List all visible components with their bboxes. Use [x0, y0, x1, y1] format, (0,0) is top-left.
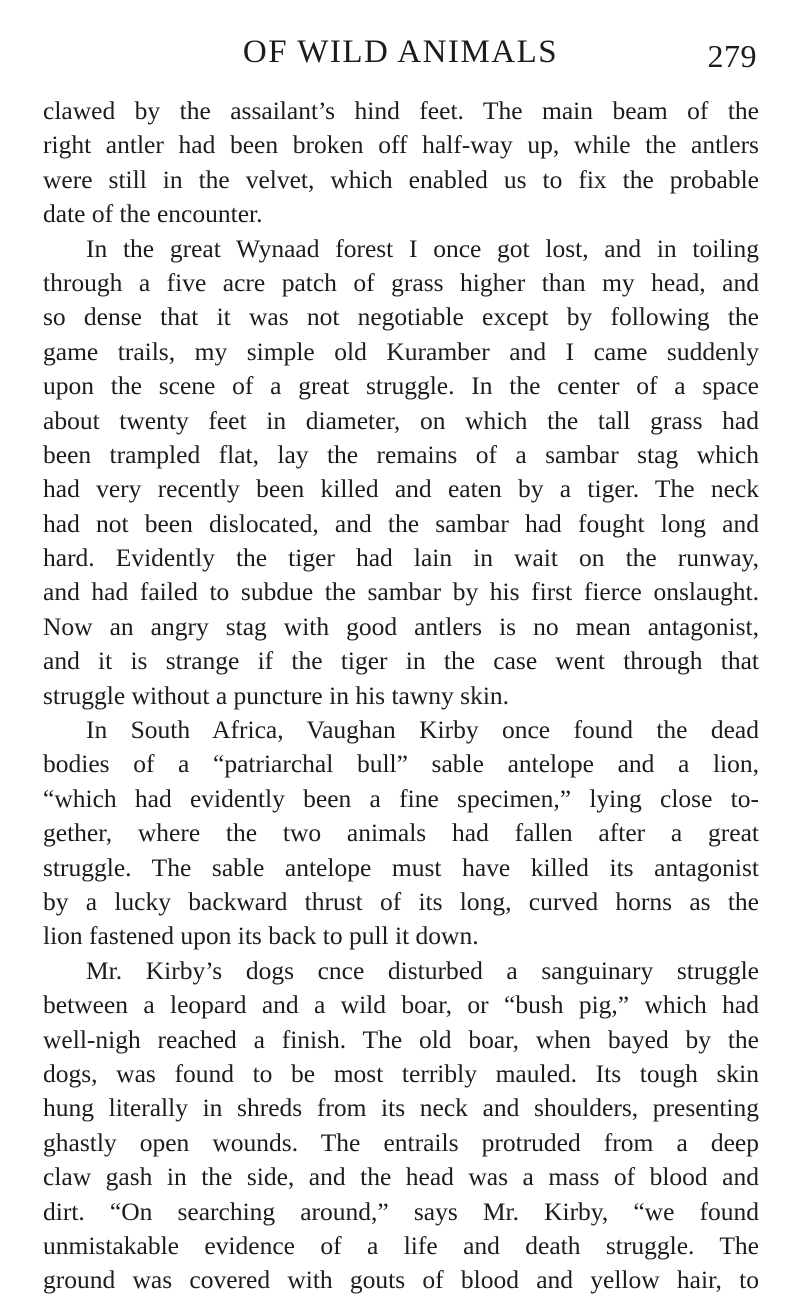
text-line: game trails, my simple old Kuramber and I came suddenly: [43, 336, 759, 366]
page-number: 279: [707, 38, 757, 74]
text-line: hung literally in shreds from its neck and shoulders, presenting: [43, 1093, 759, 1123]
text-line: gether, where the two animals had fallen after a great: [43, 818, 759, 848]
running-title: OF WILD ANIMALS: [242, 34, 559, 70]
text-line: unmistakable evidence of a life and death struggle. The: [43, 1230, 759, 1260]
page-header: [0, 30, 801, 80]
text-line: and had failed to subdue the sambar by his first fierce onslaught.: [43, 577, 759, 607]
text-line: dirt. “On searching around,” says Mr. Kirby, “we found: [43, 1196, 759, 1226]
text-line: In the great Wynaad forest I once got lost, and in toiling: [86, 233, 759, 263]
text-line: ghastly open wounds. The entrails protruded from a deep: [43, 1127, 759, 1157]
text-line: been trampled flat, lay the remains of a sambar stag which: [43, 439, 759, 469]
text-line: had not been dislocated, and the sambar had fought long and: [43, 508, 759, 538]
text-line: upon the scene of a great struggle. In the center of a space: [43, 371, 759, 401]
text-line: dogs, was found to be most terribly mauled. Its tough skin: [43, 1058, 759, 1088]
text-line: through a five acre patch of grass higher than my head, and: [43, 267, 759, 297]
text-line: Now an angry stag with good antlers is no mean antagonist,: [43, 611, 759, 641]
text-line: claw gash in the side, and the head was a mass of blood and: [43, 1162, 759, 1192]
text-line: struggle without a puncture in his tawny skin.: [43, 680, 510, 710]
text-line: In South Africa, Vaughan Kirby once found the dead: [86, 715, 759, 745]
text-line: clawed by the assailant’s hind feet. The main beam of the: [43, 96, 759, 125]
text-line: between a leopard and a wild boar, or “bush pig,” which had: [43, 990, 759, 1020]
text-line: hard. Evidently the tiger had lain in wait on the runway,: [43, 543, 759, 573]
text-line: and it is strange if the tiger in the case went through that: [43, 646, 759, 676]
text-line: by a lucky backward thrust of its long, curved horns as the: [43, 886, 759, 916]
text-line: about twenty feet in diameter, on which the tall grass had: [43, 405, 759, 435]
text-line: struggle. The sable antelope must have killed its antagonist: [43, 852, 759, 882]
text-line: so dense that it was not negotiable except by following the: [43, 302, 759, 332]
text-line: well-nigh reached a finish. The old boar, when bayed by the: [43, 1024, 759, 1054]
text-line: had very recently been killed and eaten by a tiger. The neck: [43, 474, 759, 504]
text-line: date of the encounter.: [43, 199, 263, 229]
text-line: ground was covered with gouts of blood and yellow hair, to: [43, 1265, 759, 1295]
text-line: bodies of a “patriarchal bull” sable antelope and a lion,: [43, 749, 759, 779]
text-line: “which had evidently been a fine specimen,” lying close to-: [43, 783, 759, 813]
text-line: were still in the velvet, which enabled us to fix the probable: [43, 164, 759, 194]
body-text: [43, 94, 759, 1298]
text-line: lion fastened upon its back to pull it down.: [43, 921, 479, 951]
text-line: Mr. Kirby’s dogs cnce disturbed a sanguinary struggle: [86, 955, 759, 985]
text-line: right antler had been broken off half-way up, while the antlers: [43, 130, 759, 160]
